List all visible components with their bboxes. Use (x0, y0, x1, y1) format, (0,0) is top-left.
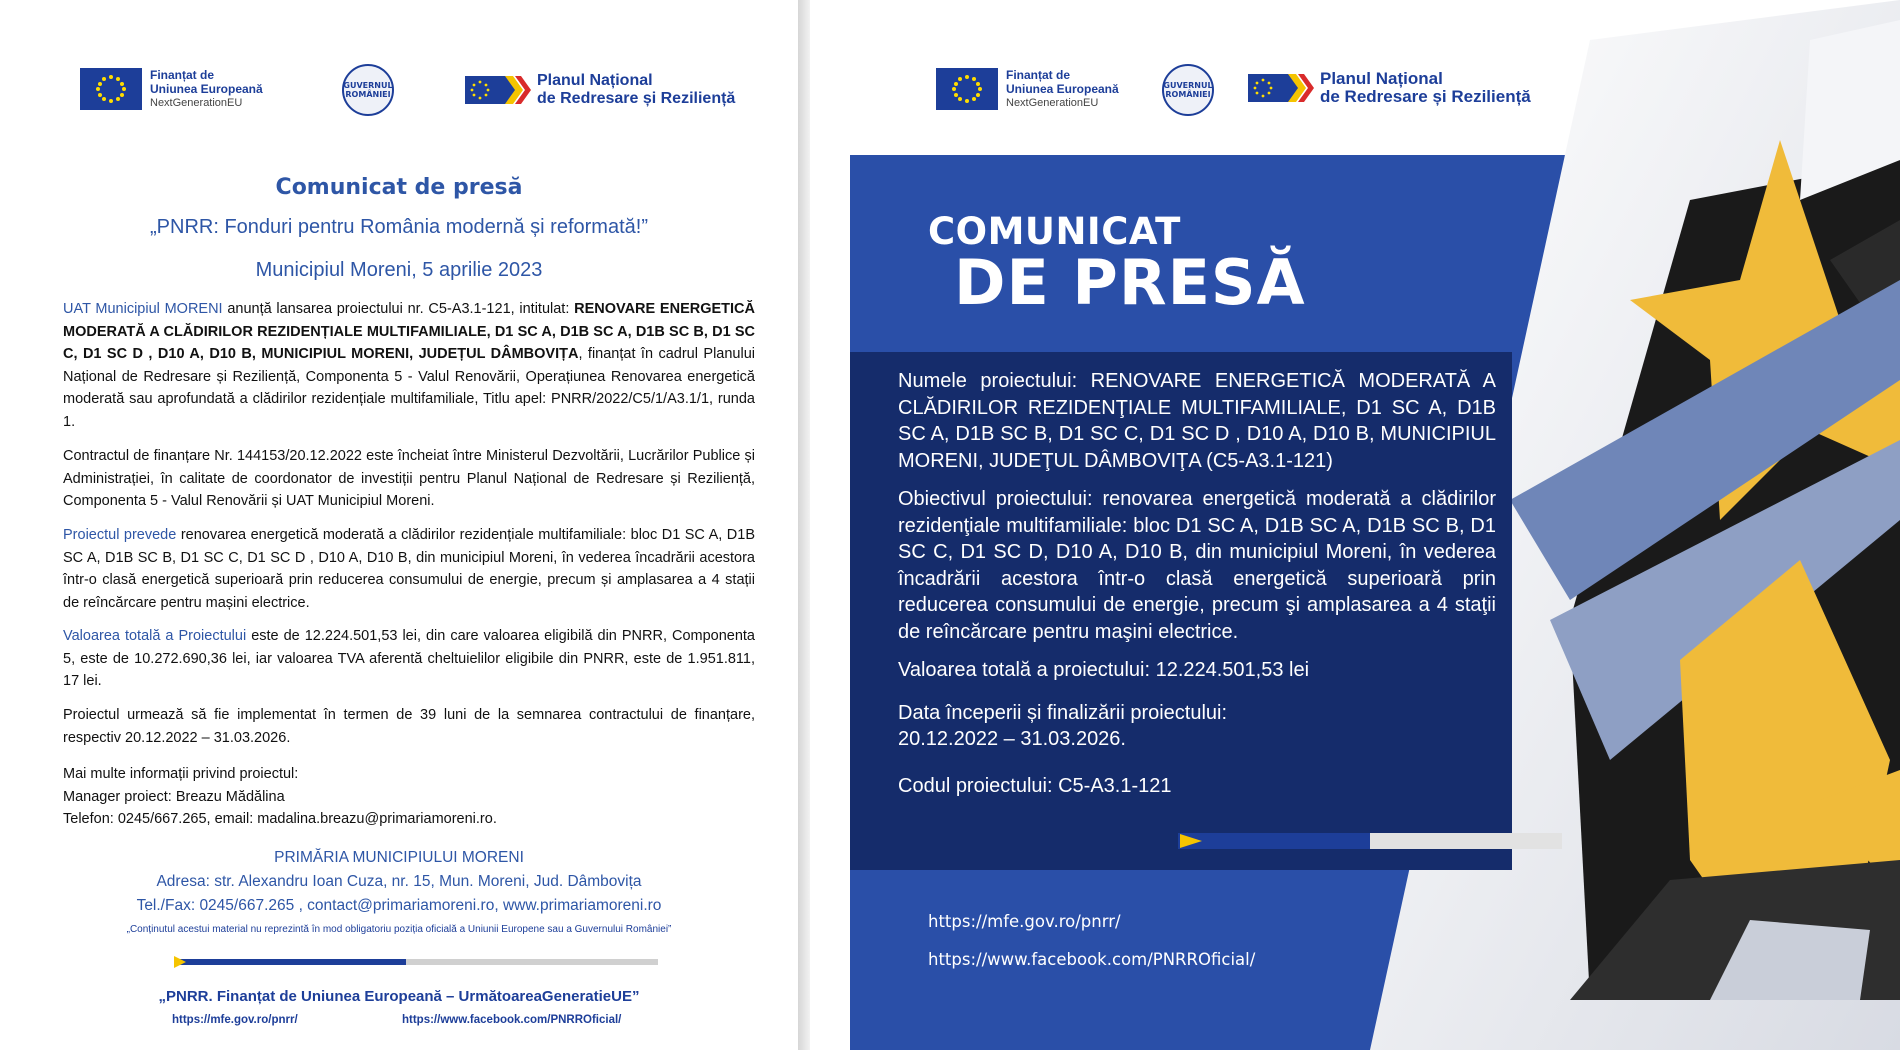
lead-uat: UAT Municipiul MORENI (63, 301, 223, 317)
p3-text: renovarea energetică moderată a clădirilor rezidențiale multifamiliale: bloc D1 SC A, D1B SC A, D1B SC B, D1 SC C, D1 SC D , D10 A, D10 B, din municipiul Moreni, în vederea încadrării acestora într-o clasă energetică superioară prin reducerea consumului de energie, precum și amplasarea a 4 stații de reîncărcare pentru mașini electrice. (63, 527, 756, 611)
paragraph-timeline: Proiectul urmează să fie implementat în termen de 39 luni de la semnarea contractului de finanțare, respectiv 20.12.2022 – 31.03.2026. (63, 707, 755, 746)
gov-seal-text: GUVERNUL ROMÂNIEI (1163, 81, 1213, 99)
document-subtitle: „PNRR: Fonduri pentru România modernă și reformată!” (150, 216, 648, 238)
pnrr-line2: de Redresare și Reziliență (537, 90, 736, 107)
project-name: Numele proiectului: RENOVARE ENERGETICĂ MODERATĂ A CLĂDIRILOR REZIDENŢIALE MULTIFAMILIALE, D1 SC A, D1B SC A, D1B SC B, D1 SC C, D1 SC D , D10 A, D10 B, MUNICIPIUL MORENI, JUDEŢUL DÂMBOVIŢA (C5-A3.1-121) (898, 370, 1496, 472)
document-title: Comunicat de presă (275, 175, 523, 200)
p4-text: este de 12.224.501,53 lei, din care valoarea eligibilă din PNRR, Componenta 5, este de 10.272.690,36 lei, iar valoarea TVA aferentă cheltuielilor eligibile din PNRR, este de 1.951.811, 17 lei. (63, 628, 755, 689)
project-objective: Obiectivul proiectului: renovarea energetică moderată a clădirilor rezidenţiale multifamiliale: bloc D1 SC A, D1B SC A, D1B SC B, D1 SC C, D1 SC D, D10 A, D10 B, din municipiul Moreni, în vederea încadrării acestora într-o clasă energetică superioară prin reducerea consumului de energie, precum şi amplasarea a 4 staţii de reîncărcare pentru maşini electrice. (898, 488, 1496, 643)
project-dates-value: 20.12.2022 – 31.03.2026. (898, 728, 1126, 750)
link-pnrr[interactable]: https://mfe.gov.ro/pnrr/ (172, 1014, 298, 1026)
lead-value: Valoarea totală a Proiectului (63, 628, 247, 644)
disclaimer: „Conținutul acestui material nu reprezintă în mod obligatoriu poziția oficială a Uniunii Europene sau a Guvernului României” (126, 924, 672, 935)
press-release-poster (810, 0, 1900, 1050)
eu-funding-line2: Uniunea Europeană (150, 82, 263, 96)
lead-scope: Proiectul prevede (63, 527, 177, 543)
arrow-icon (174, 956, 186, 968)
poster-title-line1: COMUNICAT (928, 210, 1181, 253)
romanian-government-seal-icon (342, 64, 394, 116)
eu-funding-line3: NextGenerationEU (150, 97, 243, 109)
paragraph-scope (63, 524, 755, 614)
footer-address: Adresa: str. Alexandru Ioan Cuza, nr. 15, Mun. Moreni, Jud. Dâmbovița (156, 873, 642, 890)
poster-title-line2: DE PRESĂ (954, 246, 1306, 319)
eu-flag-icon (80, 68, 142, 110)
p1-text2: , finanțat în cadrul Planului Național de Redresare și Reziliență, Componenta 5 - Valul Renovării, Operațiunea Renovarea energetică moderată sau aprofundată a clădirilor rezidențiale multifamiliale, Titlu apel: PNRR/2022/C5/1/A3.1/1, runda 1. (63, 346, 755, 430)
poster-decorative-bar (1370, 833, 1562, 849)
footer-block (0, 846, 798, 918)
pnrr-line1: Planul Național (1320, 69, 1443, 88)
eu-funding-line3: NextGenerationEU (1006, 97, 1099, 109)
panel-divider (798, 0, 810, 1050)
project-total-value: Valoarea totală a proiectului: 12.224.501,53 lei (898, 659, 1310, 681)
contact-block (63, 763, 755, 831)
project-title-bold: RENOVARE ENERGETICĂ MODERATĂ A CLĂDIRILOR REZIDENȚIALE MULTIFAMILIALE, D1 SC A, D1B SC A, D1B SC B, D1 SC C, D1 SC D , D10 A, D10 B, MUNICIPIUL MORENI, JUDEȚUL DÂMBOVIȚA (63, 301, 755, 362)
gov-seal-text: GUVERNUL ROMÂNIEI (343, 81, 393, 99)
poster-link-pnrr[interactable]: https://mfe.gov.ro/pnrr/ (928, 912, 1121, 931)
eu-funding-line1: Finanțat de (150, 68, 215, 82)
project-dates-label: Data începerii și finalizării proiectului: (898, 701, 1228, 724)
more-info-label: Mai multe informații privind proiectul: (63, 766, 299, 782)
p1-text1: anunță lansarea proiectului nr. C5-A3.1-121, intitulat: (222, 301, 575, 317)
press-release-document (0, 0, 798, 1050)
project-code: Codul proiectului: C5-A3.1-121 (898, 774, 1172, 797)
paragraph-announcement (63, 298, 755, 433)
eu-funding-line1: Finanțat de (1006, 68, 1071, 82)
project-dates (898, 700, 1496, 753)
footer-contact: Tel./Fax: 0245/667.265 , contact@primariamoreni.ro, www.primariamoreni.ro (136, 897, 662, 914)
pnrr-line2: de Redresare și Reziliență (1320, 87, 1531, 106)
project-manager: Manager proiect: Breazu Mădălina (63, 788, 285, 805)
pnrr-flag-icon (465, 72, 531, 108)
pnrr-line1: Planul Național (537, 72, 653, 89)
project-info-text (898, 368, 1496, 811)
eu-funding-line2: Uniunea Europeană (1006, 82, 1119, 96)
arrow-icon (1180, 834, 1202, 848)
pnrr-logo (465, 72, 735, 108)
slogan: „PNRR. Finanțat de Uniunea Europeană – UrmătoareaGeneratieUE” (158, 988, 640, 1005)
document-place-date: Municipiul Moreni, 5 aprilie 2023 (255, 259, 543, 281)
header-logos (80, 68, 263, 110)
paragraph-value (63, 625, 755, 693)
phone-email: Telefon: 0245/667.265, email: madalina.breazu@primariamoreni.ro. (63, 811, 497, 827)
poster-link-facebook[interactable]: https://www.facebook.com/PNRROficial/ (928, 950, 1256, 969)
decorative-progress-bar (174, 959, 658, 965)
paragraph-contract: Contractul de finanțare Nr. 144153/20.12.2022 este încheiat între Ministerul Dezvoltării, Lucrărilor Publice și Administrației, în calitate de coordonator de investiții pentru Planul Național de Redresare și Reziliență, Componenta 5 - Valul Renovării și UAT Municipiul Moreni. (63, 448, 755, 509)
link-facebook[interactable]: https://www.facebook.com/PNRROficial/ (402, 1014, 622, 1026)
footer-org: PRIMĂRIA MUNICIPIULUI MORENI (274, 849, 524, 866)
